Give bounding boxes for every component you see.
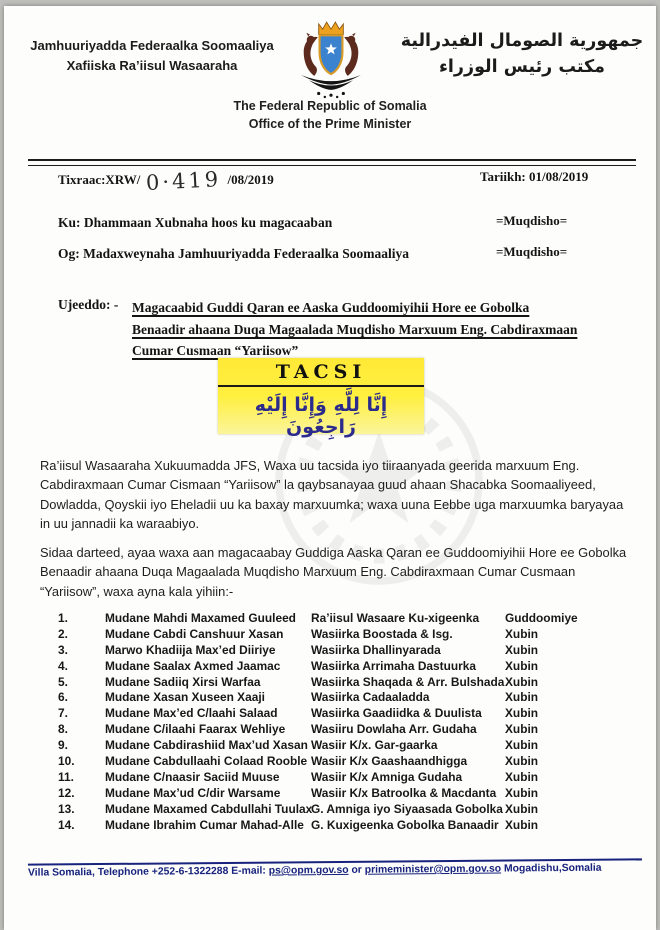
committee-row xyxy=(58,658,624,674)
committee-member-title: Wasiirka Gaadiidka & Duulista xyxy=(311,706,482,721)
committee-row-number: 11. xyxy=(58,769,74,784)
committee-row-number: 3. xyxy=(58,642,68,657)
committee-member-role: Xubin xyxy=(505,722,539,737)
committee-member-title: Wasiirka Cadaaladda xyxy=(311,690,430,705)
somalia-coat-of-arms-icon xyxy=(287,18,375,102)
committee-row xyxy=(58,769,624,785)
committee-member-title: Wasiirka Dhallinyarada xyxy=(311,642,441,657)
committee-row xyxy=(58,705,624,721)
committee-row xyxy=(58,674,624,690)
committee-member-role: Xubin xyxy=(505,753,539,768)
committee-member-title: Wasiirka Boostada & Isg. xyxy=(311,626,453,641)
letterhead-english-line2: Office of the Prime Minister xyxy=(248,116,412,131)
committee-row-number: 6. xyxy=(58,690,68,705)
committee-member-name: Mudane Xasan Xuseen Xaaji xyxy=(105,690,265,705)
committee-row-number: 14. xyxy=(58,817,75,832)
committee-list xyxy=(58,610,624,832)
letterhead-somali-line1: Jamhuuriyadda Federaalka Soomaaliya xyxy=(30,38,274,53)
committee-member-name: Mudane Cabdirashiid Max’ud Xasan xyxy=(105,738,308,753)
committee-row xyxy=(58,721,624,737)
committee-row xyxy=(58,801,624,817)
committee-row xyxy=(58,689,624,705)
committee-member-name: Mudane Ibrahim Cumar Mahad-Alle xyxy=(105,817,304,832)
letterhead-arabic xyxy=(400,28,644,81)
committee-row xyxy=(58,626,624,642)
committee-row xyxy=(58,817,624,833)
committee-member-title: Wasiir K/x. Gar-gaarka xyxy=(311,738,438,753)
committee-row-number: 10. xyxy=(58,753,75,768)
committee-member-name: Mudane Saalax Axmed Jaamac xyxy=(105,658,281,673)
to-location: =Muqdisho= xyxy=(496,213,568,228)
committee-member-role: Xubin xyxy=(505,769,539,784)
reference-handwritten-number: 0·419 xyxy=(145,167,223,195)
committee-member-role: Xubin xyxy=(505,785,539,800)
committee-member-name: Mudane Maxamed Cabdullahi Tuulax xyxy=(105,801,313,816)
footer-email-primeminister: primeminister@opm.gov.so xyxy=(364,863,502,876)
letterhead-english xyxy=(4,98,656,133)
document-page xyxy=(4,6,656,930)
date-line: Tariikh: 01/08/2019 xyxy=(480,169,589,184)
committee-member-title: Wasiir K/x Gaashaandhigga xyxy=(311,753,468,768)
committee-member-name: Mudane Sadiiq Xirsi Warfaa xyxy=(105,674,261,689)
subject-label: Ujeeddo: - xyxy=(58,297,119,312)
footer-city-text: Mogadishu,Somalia xyxy=(501,862,602,875)
subject-text: Magacaabid Guddi Qaran ee Aaska Guddoomiyihii Hore ee Gobolka Benaadir ahaana Duqa Magaalada Muqdisho Marxuum Eng. Cabdiraxmaan Cumar Cusmaan “Yariisow” xyxy=(132,300,578,359)
committee-member-role: Xubin xyxy=(505,674,539,689)
committee-member-role: Xubin xyxy=(505,690,539,705)
letterhead-somali xyxy=(30,36,274,76)
committee-row-number: 8. xyxy=(58,722,68,737)
letterhead-arabic-line1: جمهورية الصومال الفيدرالية xyxy=(400,31,644,51)
committee-member-title: Wasiir K/x Batroolka & Macdanta xyxy=(311,785,497,800)
cc-location: =Muqdisho= xyxy=(496,244,568,259)
condolence-box xyxy=(218,358,424,438)
committee-member-title: Ra’iisul Wasaare Ku-xigeenka xyxy=(311,610,480,625)
cc-line: Og: Madaxweynaha Jamhuuriyadda Federaalka Soomaaliya xyxy=(58,246,410,261)
committee-member-title: Wasiir K/x Amniga Gudaha xyxy=(311,769,463,784)
committee-member-title: G. Amniga iyo Siyaasada Gobolka xyxy=(311,801,503,816)
committee-member-role: Xubin xyxy=(505,801,539,816)
committee-row-number: 1. xyxy=(58,610,68,625)
committee-member-role: Guddoomiye xyxy=(505,610,578,625)
committee-row xyxy=(58,737,624,753)
committee-member-role: Xubin xyxy=(505,706,539,721)
letterhead-english-line1: The Federal Republic of Somalia xyxy=(233,99,427,113)
committee-member-role: Xubin xyxy=(505,642,539,657)
footer xyxy=(28,858,642,878)
committee-row-number: 2. xyxy=(58,626,68,641)
committee-row-number: 5. xyxy=(58,674,68,689)
committee-member-title: G. Kuxigeenka Gobolka Banaadir xyxy=(311,817,499,832)
committee-member-name: Mudane Cabdi Canshuur Xasan xyxy=(105,626,284,641)
committee-member-role: Xubin xyxy=(505,738,539,753)
committee-row-number: 4. xyxy=(58,658,68,673)
committee-member-name: Mudane Max’ed C/laahi Salaad xyxy=(105,706,278,721)
header-divider xyxy=(28,159,636,166)
letterhead-arabic-line2: مكتب رئيس الوزراء xyxy=(438,57,606,78)
letterhead-somali-line2: Xafiiska Ra’iisul Wasaaraha xyxy=(66,58,238,74)
footer-email-ps: ps@opm.gov.so xyxy=(268,864,349,877)
committee-member-name: Mudane C/naasir Saciid Muuse xyxy=(105,769,280,784)
body-paragraph-2: Sidaa darteed, ayaa waxa aan magacaabay Guddiga Aaska Qaran ee Guddoomiyihii Hore ee Gobolka Benaadir ahaana Duqa Magaalada Muqdisho Marxuum Eng. Cabdiraxmaan Cumar Cusmaan “Yariisow”, waxa ayna kala yihiin:- xyxy=(40,545,627,599)
committee-row xyxy=(58,610,624,626)
committee-member-name: Mudane Cabdullaahi Colaad Rooble xyxy=(105,753,308,768)
condolence-arabic-verse: إِنَّا لِلَّهِ وَإِنَّا إِلَيْهِ رَاجِعُونَ xyxy=(254,394,388,438)
condolence-title: TACSI xyxy=(218,358,424,387)
committee-member-name: Mudane Mahdi Maxamed Guuleed xyxy=(105,610,296,625)
committee-member-role: Xubin xyxy=(505,817,539,832)
reference-suffix: /08/2019 xyxy=(227,172,274,187)
body-paragraph-1: Ra’iisul Wasaaraha Xukuumadda JFS, Waxa uu tacsida iyo tiiraanyada geerida marxuum Eng. Cabdiraxmaan Cumar Cismaan “Yariisow” la qaybsanayaa guud ahaan Shacabka Soomaaliyeed, Dowladda, Qoyskii iyo Eheladii uu ka baxay marxuumka; waxa uuna Eebbe uga marxuumka baryayaa in uu jannadii ka waraabiyo. xyxy=(40,458,624,532)
committee-member-name: Mudane C/ilaahi Faarax Wehliye xyxy=(105,722,286,737)
committee-member-role: Xubin xyxy=(505,658,539,673)
footer-connector: or xyxy=(348,864,365,876)
to-line: Ku: Dhammaan Xubnaha hoos ku magacaaban xyxy=(58,215,333,230)
committee-row-number: 13. xyxy=(58,801,75,816)
reference-label: Tixraac:XRW/ xyxy=(58,172,141,187)
committee-row-number: 7. xyxy=(58,706,68,721)
committee-row-number: 9. xyxy=(58,738,68,753)
committee-row xyxy=(58,642,624,658)
committee-member-role: Xubin xyxy=(505,626,539,641)
committee-row xyxy=(58,753,624,769)
committee-member-name: Mudane Max’ud C/dir Warsame xyxy=(105,785,281,800)
committee-member-title: Wasiirka Arrimaha Dastuurka xyxy=(311,658,476,673)
committee-row xyxy=(58,785,624,801)
committee-member-title: Wasiiru Dowlaha Arr. Gudaha xyxy=(311,722,477,737)
committee-row-number: 12. xyxy=(58,785,75,800)
committee-member-title: Wasiirka Shaqada & Arr. Bulshada xyxy=(311,674,505,689)
committee-member-name: Marwo Khadiija Max’ed Diiriye xyxy=(105,642,276,657)
footer-address-text: Villa Somalia, Telephone +252-6-1322288 E-mail: xyxy=(27,865,269,879)
reference-line xyxy=(58,169,274,193)
